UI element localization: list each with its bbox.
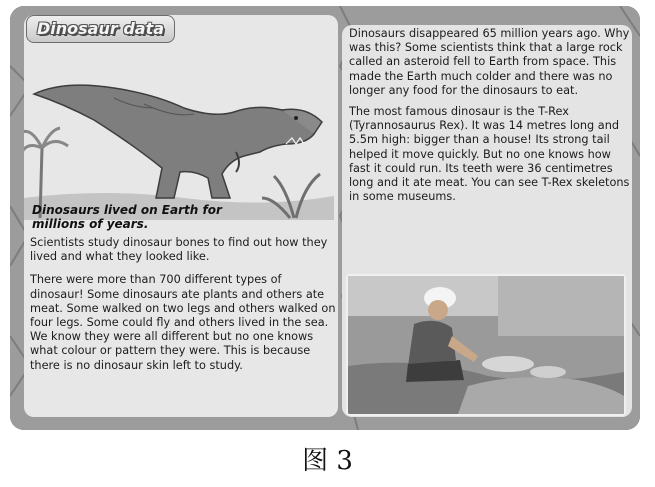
page-title: Dinosaur data <box>26 15 175 43</box>
left-text-column <box>30 236 336 382</box>
t-rex-illustration <box>24 48 334 220</box>
image-caption: Dinosaurs lived on Earth for millions of years. <box>32 203 222 231</box>
left-paragraph: There were more than 700 different types of dinosaur! Some dinosaurs ate plants and others ate meat. Some walked on two legs and others walked on four legs. Some could fly and others lived in the sea. We know they were all different but no one knows what colour or pattern they were. This is because there is no dinosaur skin left to study. <box>30 273 336 372</box>
right-paragraph: Dinosaurs disappeared 65 million years ago. Why was this? Some scientists think that a large rock called an asteroid fell to Earth from space. This made the Earth much colder and there was no longer any food for the dinosaurs to eat. <box>349 27 630 97</box>
right-text-column <box>349 27 631 211</box>
excavation-photo <box>346 274 626 416</box>
right-paragraph: The most famous dinosaur is the T-Rex (Tyrannosaurus Rex). It was 14 metres long and 5.5m high: bigger than a house! Its strong tail helped it move quickly. But no one knows how fast it could run. Its teeth were 36 centimetres long and it ate meat. You can see T-Rex skeletons in some museums. <box>349 105 630 204</box>
left-paragraph: Scientists study dinosaur bones to find out how they lived and what they looked like. <box>30 236 328 264</box>
figure-label: 图 3 <box>302 446 353 476</box>
